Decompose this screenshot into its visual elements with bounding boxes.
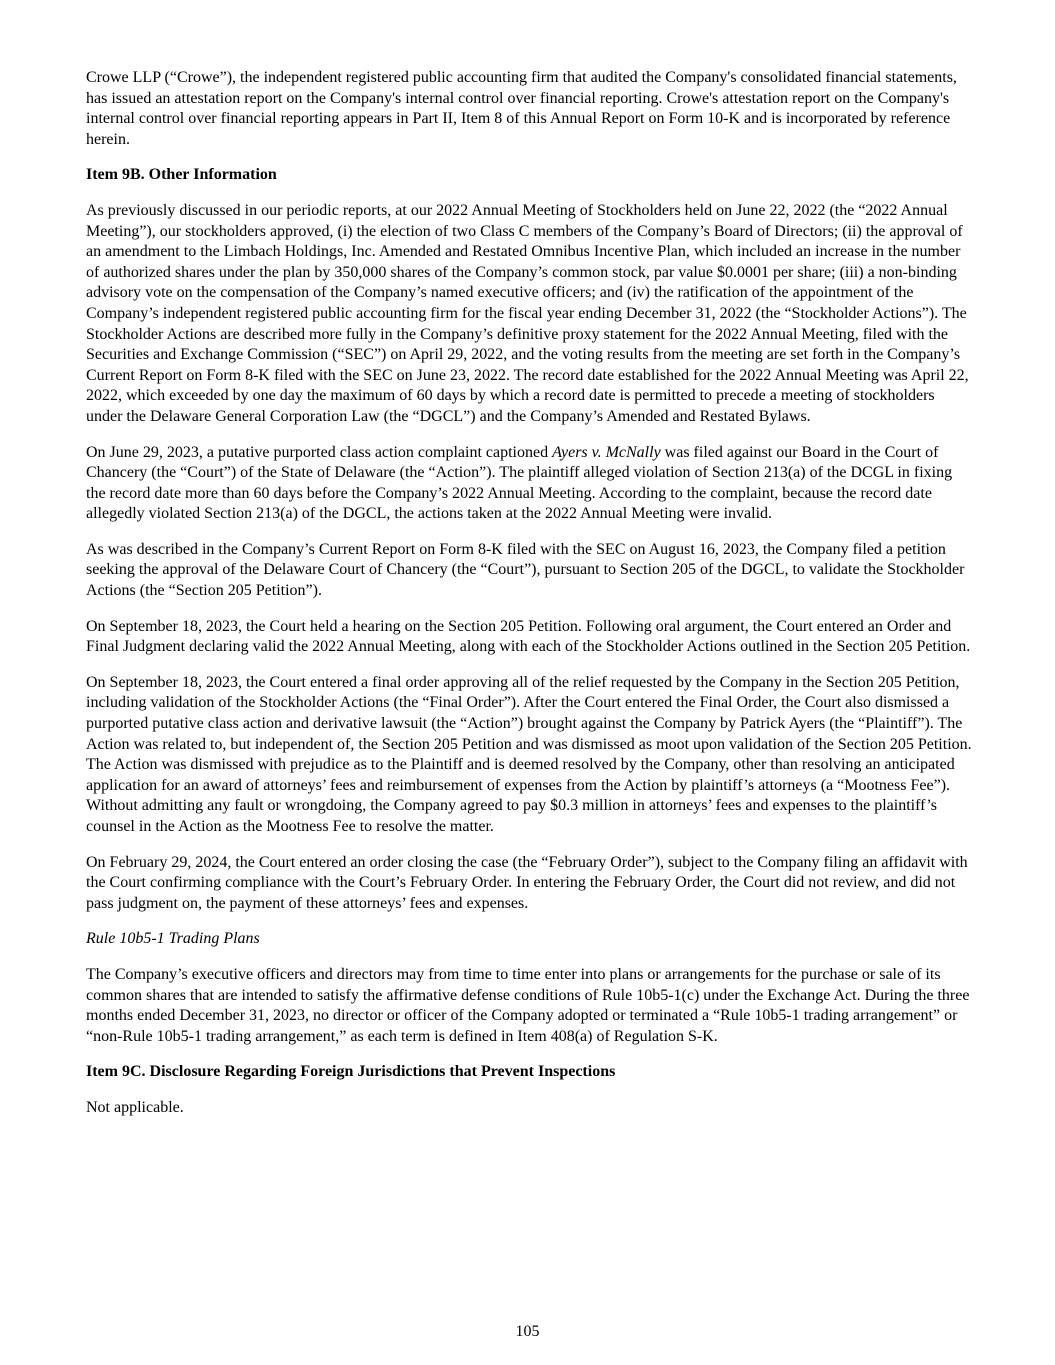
page-number: 105 — [515, 1323, 540, 1340]
class-action-paragraph — [86, 443, 972, 525]
february-order-paragraph: On February 29, 2024, the Court entered an order closing the case (the “February Order”), subject to the Company filing an affidavit with the Court confirming compliance with the Court’s February Order. In entering the February Order, the Court did not review, and did not pass judgment on, the payment of these attorneys’ fees and expenses. — [86, 853, 968, 912]
class-action-text-start: On June 29, 2023, a putative purported class action complaint captioned — [86, 443, 553, 461]
final-order-paragraph: On September 18, 2023, the Court entered a final order approving all of the relief requested by the Company in the Section 205 Petition, including validation of the Stockholder Actions (the “Final Order”). After the Court entered the Final Order, the Court also dismissed a purported putative class action and derivative lawsuit (the “Action”) brought against the Company by Patrick Ayers (the “Plaintiff”). The Action was related to, but independent of, the Section 205 Petition and was dismissed as moot upon validation of the Section 205 Petition. The Action was dismissed with prejudice as to the Plaintiff and is deemed resolved by the Company, other than resolving an anticipated application for an award of attorneys’ fees and reimbursement of expenses from the Action by plaintiff’s attorneys (a “Mootness Fee”). Without admitting any fault or wrongdoing, the Company agreed to pay $0.3 million in attorneys’ fees and expenses to the plaintiff’s counsel in the Action as the Mootness Fee to resolve the matter. — [86, 673, 972, 835]
court-hearing-paragraph: On September 18, 2023, the Court held a hearing on the Section 205 Petition. Following oral argument, the Court entered an Order and Final Judgment declaring valid the 2022 Annual Meeting, along with each of the Stockholder Actions outlined in the Section 205 Petition. — [86, 617, 971, 656]
trading-plans-paragraph: The Company’s executive officers and directors may from time to time enter into plans or arrangements for the purchase or sale of its common shares that are intended to satisfy the affirmative defense conditions of Rule 10b5-1(c) under the Exchange Act. During the three months ended December 31, 2023, no director or officer of the Company adopted or terminated a “Rule 10b5-1 trading arrangement” or “non-Rule 10b5-1 trading arrangement,” as each term is defined in Item 408(a) of Regulation S-K. — [86, 965, 970, 1045]
item-9c-heading: Item 9C. Disclosure Regarding Foreign Jurisdictions that Prevent Inspections — [86, 1063, 616, 1081]
item-9b-heading: Item 9B. Other Information — [86, 166, 277, 184]
rule-10b5-1-heading: Rule 10b5-1 Trading Plans — [86, 930, 260, 948]
annual-meeting-paragraph: As previously discussed in our periodic reports, at our 2022 Annual Meeting of Stockholders held on June 22, 2022 (the “2022 Annual Meeting”), our stockholders approved, (i) the election of two Class C members of the Company’s Board of Directors; (ii) the approval of an amendment to the Limbach Holdings, Inc. Amended and Restated Omnibus Incentive Plan, which included an increase in the number of authorized shares under the plan by 350,000 shares of the Company’s common stock, par value $0.0001 per share; (iii) a non-binding advisory vote on the compensation of the Company’s named executive officers; and (iv) the ratification of the appointment of the Company’s independent registered public accounting firm for the fiscal year ending December 31, 2022 (the “Stockholder Actions”). The Stockholder Actions are described more fully in the Company’s definitive proxy statement for the 2022 Annual Meeting, filed with the Securities and Exchange Commission (“SEC”) on April 29, 2022, and the voting results from the meeting are set forth in the Company’s Current Report on Form 8-K filed with the SEC on June 23, 2022. The record date established for the 2022 Annual Meeting was April 22, 2022, which exceeded by one day the maximum of 60 days by which a record date is permitted to precede a meeting of stockholders under the Delaware General Corporation Law (the “DGCL”) and the Company’s Amended and Restated Bylaws. — [86, 201, 969, 425]
not-applicable-text: Not applicable. — [86, 1098, 184, 1116]
section-205-petition-paragraph: As was described in the Company’s Current Report on Form 8-K filed with the SEC on August 16, 2023, the Company filed a petition seeking the approval of the Delaware Court of Chancery (the “Court”), pursuant to Section 205 of the DGCL, to validate the Stockholder Actions (the “Section 205 Petition”). — [86, 540, 965, 600]
class-action-text-end: was filed against our Board in the Court of Chancery (the “Court”) of the State of Delaware (the “Action”). The plaintiff alleged violation of Section 213(a) of the DCGL in fixing the record date more than 60 days before the Company’s 2022 Annual Meeting. According to the complaint, because the record date allegedly violated Section 213(a) of the DGCL, the actions taken at the 2022 Annual Meeting were invalid. — [86, 443, 953, 523]
case-caption: Ayers v. McNally — [552, 443, 661, 461]
crowe-attestation-paragraph: Crowe LLP (“Crowe”), the independent registered public accounting firm that audited the Company's consolidated financial statements, has issued an attestation report on the Company's internal control over financial reporting. Crowe's attestation report on the Company's internal control over financial reporting appears in Part II, Item 8 of this Annual Report on Form 10-K and is incorporated by reference herein. — [86, 69, 957, 148]
document-page — [86, 68, 972, 1134]
